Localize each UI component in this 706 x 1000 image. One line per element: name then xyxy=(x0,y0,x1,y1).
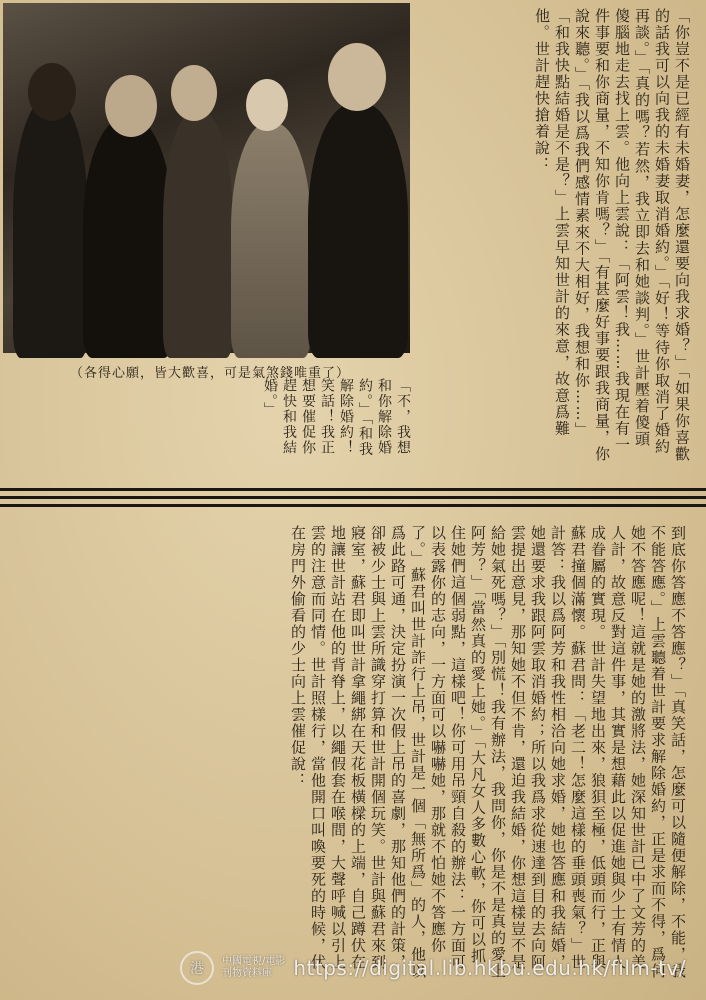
library-name-line1: 中國電視/電影 xyxy=(222,956,286,967)
head-right xyxy=(328,43,386,111)
library-name-line2: 刊物資料庫 xyxy=(222,968,272,979)
figure-right xyxy=(308,103,408,358)
library-watermark xyxy=(180,948,700,988)
figure-left xyxy=(13,98,88,358)
article-text-middle: 「不，我想和你解除婚約。」「和我解除婚約！笑話！我正想要催促你趕快和我結婚。」 xyxy=(262,378,411,457)
figure-third xyxy=(163,111,233,358)
head-woman xyxy=(246,79,288,131)
head-left xyxy=(28,63,76,121)
library-url: https://digital.lib.hkbu.edu.hk/film-tv/ xyxy=(293,956,687,980)
section-divider xyxy=(0,488,706,510)
head-second xyxy=(105,75,157,137)
figure-woman xyxy=(231,123,311,358)
library-name xyxy=(222,956,285,980)
head-third xyxy=(171,65,217,121)
figure-second xyxy=(83,118,173,358)
photo-caption: （各得心願，皆大歡喜，可是氣煞錢唯重了） xyxy=(69,366,350,381)
article-text-upper: 「你豈不是已經有未婚妻，怎麼還要向我求婚？」「如果你喜歡的話我可以向我的未婚妻取消婚約。」「好！等待你取消了婚約再談。」「真的嗎？若然，我立即去和她談判。」世計壓着傻頭傻腦地走去找上雲。他向上雲說：「阿雲！我……我現在有一件事要和你商量，不知你肯嗎？」「有甚麼好事要跟我商量，你說來聽。」「我以爲我們感情素來不大相好，我想和你……」「和我快點結婚是不是？」上雲早知世計的來意，故意爲難他。世計趕快搶着說： xyxy=(533,8,691,463)
library-logo-icon: 港 xyxy=(180,951,214,985)
article-text-lower: 到底你答應不答應？」「真笑話，怎麼可以隨便解除，不能，我不能答應。」上雲聽着世計要求解除婚約，正是求而不得，爲何她不答應呢！這就是她的激將法，她深知世計已中了文芳的美人計，故意反對這件事，其實是想藉此以促進她與少士有情人成眷屬的實現。世計失望地出來，狼狽至極，低頭而行，正與蘇君撞個滿懷。蘇君問：「老二！怎麼這樣的垂頭喪氣？」世計答：我以爲阿芳和我性相洽向她求婚，她也答應和我結婚，她還要求我跟阿雲取消婚約；所以我爲求從速達到目的去向阿雲提出意見，那知她不但不肯，還迫我結婚，你想這樣豈不是給她氣死嗎？」「別慌！我有辦法，我問你，你是不是真的愛上阿芳？」「當然真的愛上她。」「大凡女人多數心軟，你可以抓住她們這個弱點，這樣吧！你可用吊頸自殺的辦法：一方面可以表露你的志向，一方面可以嚇嚇她，那就不怕她不答應你了。」蘇君叫世計詐行上吊，世計是一個「無所爲」的人，他以爲此路可通，決定扮演一次假上吊的喜劇，那知他們的計策，卻被少士與上雲所識穿打算和世計開個玩笑。世計與蘇君來到寢室，蘇君即叫世計拿繩綁在天花板橫樑的上端，自己蹲伏在地讓世計站在他的背脊上，以繩假套在喉間，大聲呼喊以引上雲的注意而同情。世計照樣行，當他開口叫喚要死的時候，伏在房門外偷看的少士向上雲催促說： xyxy=(289,525,687,980)
film-still-photo xyxy=(3,3,410,353)
